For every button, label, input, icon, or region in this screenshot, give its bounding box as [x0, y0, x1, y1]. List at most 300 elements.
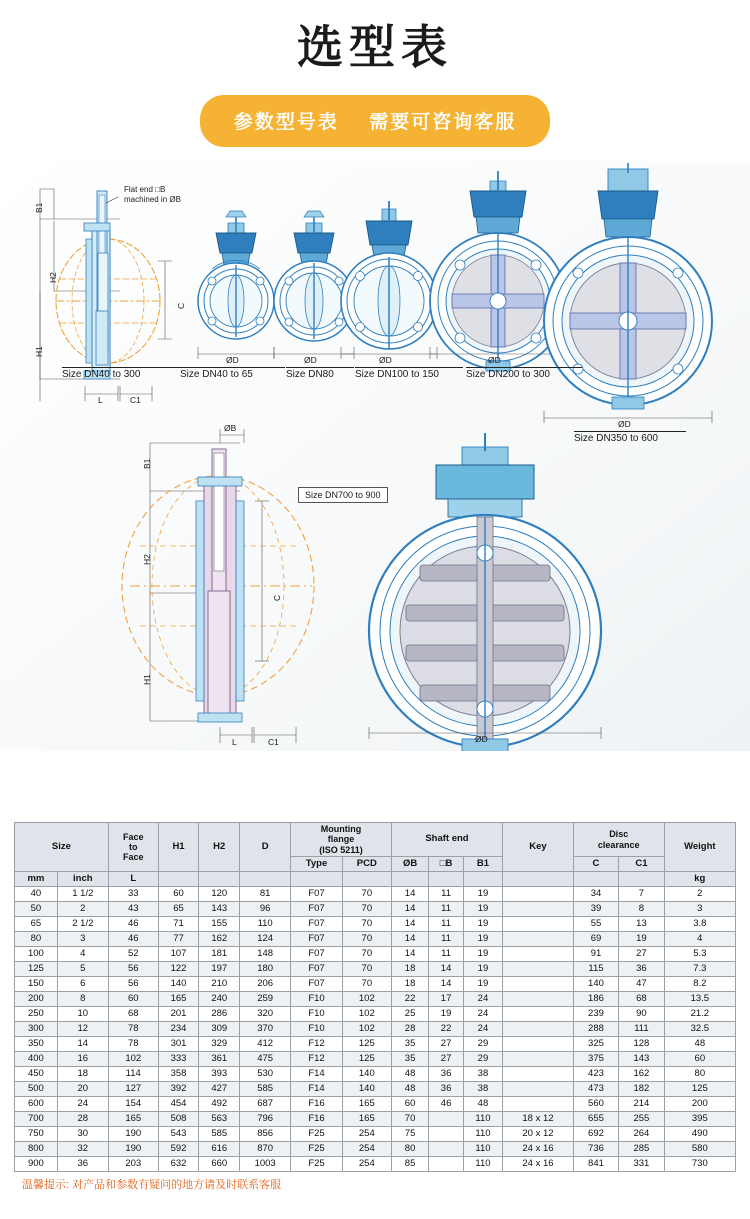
- cell-kg: 7.3: [664, 962, 735, 977]
- cell-pcd: 70: [342, 947, 391, 962]
- cell-ob: 14: [391, 902, 429, 917]
- cell-l: 33: [108, 887, 158, 902]
- cell-mm: 750: [15, 1127, 58, 1142]
- caption-dn80: Size DN80: [286, 368, 334, 380]
- cell-key: 24 x 16: [503, 1157, 574, 1172]
- cell-kg: 2: [664, 887, 735, 902]
- cell-c1: 111: [619, 1022, 664, 1037]
- cell-c: 55: [573, 917, 618, 932]
- cell-l: 46: [108, 917, 158, 932]
- cell-pcd: 125: [342, 1052, 391, 1067]
- cell-h2: 329: [199, 1037, 240, 1052]
- th-key-unit: [503, 872, 574, 887]
- cell-pcd: 165: [342, 1097, 391, 1112]
- cell-mm: 400: [15, 1052, 58, 1067]
- cell-type: F16: [291, 1097, 343, 1112]
- cell-l: 52: [108, 947, 158, 962]
- cell-b1: 19: [463, 977, 502, 992]
- cell-c: 34: [573, 887, 618, 902]
- caption-dn700-900: Size DN700 to 900: [298, 487, 388, 503]
- cell-inch: 16: [57, 1052, 108, 1067]
- th-kg: kg: [664, 872, 735, 887]
- cell-kg: 60: [664, 1052, 735, 1067]
- cell-pcd: 70: [342, 932, 391, 947]
- cell-mm: 125: [15, 962, 58, 977]
- caption-rule-1: [62, 367, 180, 368]
- cell-inch: 28: [57, 1112, 108, 1127]
- cell-l: 56: [108, 977, 158, 992]
- cell-pcd: 254: [342, 1142, 391, 1157]
- cell-b1: 19: [463, 917, 502, 932]
- dim-ob-lower: ØB: [224, 422, 237, 433]
- th-ob: ØB: [391, 857, 429, 872]
- cell-sqb: 22: [429, 1022, 463, 1037]
- cell-c: 115: [573, 962, 618, 977]
- cell-c: 325: [573, 1037, 618, 1052]
- cell-ob: 25: [391, 1007, 429, 1022]
- table-row: [15, 1037, 736, 1052]
- cell-inch: 12: [57, 1022, 108, 1037]
- cell-h2: 120: [199, 887, 240, 902]
- cell-c: 736: [573, 1142, 618, 1157]
- cell-l: 102: [108, 1052, 158, 1067]
- dim-od-dn700-900: ØD: [475, 733, 488, 744]
- cell-kg: 5.3: [664, 947, 735, 962]
- banner-wrapper: [0, 95, 750, 147]
- cell-h2: 361: [199, 1052, 240, 1067]
- cell-h1: 77: [158, 932, 199, 947]
- th-b1: B1: [463, 857, 502, 872]
- th-h2-unit: [199, 872, 240, 887]
- cell-key: [503, 917, 574, 932]
- cell-mm: 450: [15, 1067, 58, 1082]
- cell-h2: 197: [199, 962, 240, 977]
- cell-inch: 4: [57, 947, 108, 962]
- cell-h1: 333: [158, 1052, 199, 1067]
- cell-key: [503, 1052, 574, 1067]
- cell-b1: 24: [463, 992, 502, 1007]
- dim-h1-lower: H1: [142, 673, 152, 685]
- cell-c1: 68: [619, 992, 664, 1007]
- th-face-to-face: Face to Face: [108, 823, 158, 872]
- table-row: [15, 902, 736, 917]
- cell-pcd: 254: [342, 1157, 391, 1172]
- spec-table-head: [15, 823, 736, 887]
- footer-note: 温馨提示: 对产品和参数有疑问的地方请及时联系客服: [22, 1179, 282, 1191]
- cell-ob: 35: [391, 1037, 429, 1052]
- cell-type: F25: [291, 1127, 343, 1142]
- cell-ob: 14: [391, 932, 429, 947]
- cell-l: 190: [108, 1142, 158, 1157]
- butterfly-valve-drawings-svg: [0, 161, 750, 751]
- table-row: [15, 1022, 736, 1037]
- cell-c1: 36: [619, 962, 664, 977]
- dim-od-dn40-65: ØD: [226, 354, 239, 365]
- th-d: D: [240, 823, 291, 872]
- dim-b1-lower: B1: [142, 458, 152, 469]
- cell-kg: 395: [664, 1112, 735, 1127]
- cell-kg: 200: [664, 1097, 735, 1112]
- cell-pcd: 70: [342, 917, 391, 932]
- cell-key: [503, 977, 574, 992]
- cell-b1: 19: [463, 962, 502, 977]
- table-row: [15, 977, 736, 992]
- cell-h1: 107: [158, 947, 199, 962]
- cell-type: F12: [291, 1052, 343, 1067]
- cell-l: 56: [108, 962, 158, 977]
- dim-c1-left: C1: [130, 394, 141, 405]
- cell-ob: 35: [391, 1052, 429, 1067]
- cell-ob: 28: [391, 1022, 429, 1037]
- cell-inch: 2: [57, 902, 108, 917]
- cell-h1: 65: [158, 902, 199, 917]
- caption-rule-3: [286, 367, 354, 368]
- cell-type: F10: [291, 992, 343, 1007]
- note-flat-end: Flat end □B machined in ØB: [124, 184, 181, 204]
- th-mounting-flange: Mounting flange (ISO 5211): [291, 823, 392, 857]
- dim-c-left: C: [176, 302, 186, 309]
- cell-sqb: 11: [429, 932, 463, 947]
- dim-l-left: L: [98, 394, 103, 405]
- dim-l-lower: L: [232, 736, 237, 747]
- cell-pcd: 165: [342, 1112, 391, 1127]
- cell-ob: 18: [391, 962, 429, 977]
- cell-sqb: 11: [429, 902, 463, 917]
- dim-c1-lower: C1: [268, 736, 279, 747]
- cell-d: 870: [240, 1142, 291, 1157]
- cell-l: 127: [108, 1082, 158, 1097]
- cell-mm: 200: [15, 992, 58, 1007]
- cell-mm: 500: [15, 1082, 58, 1097]
- cell-ob: 14: [391, 887, 429, 902]
- cell-h1: 165: [158, 992, 199, 1007]
- cell-c: 186: [573, 992, 618, 1007]
- cell-ob: 22: [391, 992, 429, 1007]
- table-row: [15, 932, 736, 947]
- cell-h1: 201: [158, 1007, 199, 1022]
- cell-h1: 140: [158, 977, 199, 992]
- cell-h2: 492: [199, 1097, 240, 1112]
- table-row: [15, 992, 736, 1007]
- cell-h1: 392: [158, 1082, 199, 1097]
- cell-pcd: 70: [342, 902, 391, 917]
- cell-d: 412: [240, 1037, 291, 1052]
- cell-type: F07: [291, 977, 343, 992]
- cell-type: F07: [291, 917, 343, 932]
- cell-b1: 48: [463, 1097, 502, 1112]
- cell-inch: 14: [57, 1037, 108, 1052]
- cell-c1: 162: [619, 1067, 664, 1082]
- cell-ob: 48: [391, 1067, 429, 1082]
- cell-c: 423: [573, 1067, 618, 1082]
- page-title: 选型表: [297, 21, 453, 73]
- cell-type: F25: [291, 1142, 343, 1157]
- th-pcd-unit: [342, 872, 391, 887]
- cell-key: [503, 1037, 574, 1052]
- cell-mm: 80: [15, 932, 58, 947]
- caption-dn100-150: Size DN100 to 150: [355, 368, 439, 380]
- cell-h2: 143: [199, 902, 240, 917]
- cell-sqb: [429, 1142, 463, 1157]
- cell-c: 375: [573, 1052, 618, 1067]
- cell-h1: 71: [158, 917, 199, 932]
- spec-table-header-row-1: [15, 823, 736, 857]
- th-ob-unit: [391, 872, 429, 887]
- cell-kg: 3.8: [664, 917, 735, 932]
- cell-d: 1003: [240, 1157, 291, 1172]
- cell-b1: 24: [463, 1007, 502, 1022]
- cell-c1: 143: [619, 1052, 664, 1067]
- cell-sqb: [429, 1112, 463, 1127]
- spec-table-header-row-3: [15, 872, 736, 887]
- cell-h1: 454: [158, 1097, 199, 1112]
- cell-key: [503, 947, 574, 962]
- cell-kg: 32.5: [664, 1022, 735, 1037]
- caption-dn40-65: Size DN40 to 65: [180, 368, 253, 380]
- cell-type: F07: [291, 902, 343, 917]
- dim-h1-left: H1: [34, 345, 44, 357]
- cell-inch: 2 1/2: [57, 917, 108, 932]
- cell-c1: 255: [619, 1112, 664, 1127]
- cell-pcd: 70: [342, 887, 391, 902]
- cell-inch: 20: [57, 1082, 108, 1097]
- cell-mm: 250: [15, 1007, 58, 1022]
- cell-c1: 19: [619, 932, 664, 947]
- cell-b1: 110: [463, 1112, 502, 1127]
- cell-c1: 7: [619, 887, 664, 902]
- cell-l: 114: [108, 1067, 158, 1082]
- cell-kg: 730: [664, 1157, 735, 1172]
- cell-b1: 19: [463, 932, 502, 947]
- dim-c-lower: C: [272, 594, 282, 601]
- cell-sqb: 17: [429, 992, 463, 1007]
- table-row: [15, 887, 736, 902]
- cell-b1: 19: [463, 902, 502, 917]
- cell-pcd: 102: [342, 992, 391, 1007]
- cell-inch: 24: [57, 1097, 108, 1112]
- banner-left-label: 参数型号表: [233, 111, 339, 133]
- table-row: [15, 1127, 736, 1142]
- dim-od-dn100-150: ØD: [379, 354, 392, 365]
- cell-d: 206: [240, 977, 291, 992]
- dim-b1-left: B1: [34, 202, 44, 213]
- cell-type: F07: [291, 947, 343, 962]
- cell-d: 124: [240, 932, 291, 947]
- cell-b1: 110: [463, 1142, 502, 1157]
- cell-type: F10: [291, 1022, 343, 1037]
- cell-sqb: [429, 1157, 463, 1172]
- th-key: Key: [503, 823, 574, 872]
- cell-mm: 350: [15, 1037, 58, 1052]
- cell-b1: 110: [463, 1157, 502, 1172]
- dim-h2-lower: H2: [142, 553, 152, 565]
- cell-type: F14: [291, 1067, 343, 1082]
- cell-inch: 32: [57, 1142, 108, 1157]
- cell-key: [503, 932, 574, 947]
- th-size: Size: [15, 823, 109, 872]
- cell-inch: 36: [57, 1157, 108, 1172]
- cell-l: 78: [108, 1022, 158, 1037]
- dim-od-dn350-600: ØD: [618, 418, 631, 429]
- cell-h1: 60: [158, 887, 199, 902]
- caption-rule-4: [355, 367, 463, 368]
- cell-d: 148: [240, 947, 291, 962]
- cell-b1: 19: [463, 887, 502, 902]
- cell-c: 39: [573, 902, 618, 917]
- cell-d: 320: [240, 1007, 291, 1022]
- cell-key: [503, 962, 574, 977]
- cell-l: 43: [108, 902, 158, 917]
- cell-key: 24 x 16: [503, 1142, 574, 1157]
- cell-h2: 155: [199, 917, 240, 932]
- caption-dn40-300: Size DN40 to 300: [62, 368, 141, 380]
- cell-b1: 38: [463, 1067, 502, 1082]
- cell-ob: 18: [391, 977, 429, 992]
- cell-key: [503, 1022, 574, 1037]
- cell-key: [503, 1067, 574, 1082]
- th-inch: inch: [57, 872, 108, 887]
- cell-d: 687: [240, 1097, 291, 1112]
- table-row: [15, 917, 736, 932]
- cell-sqb: 27: [429, 1037, 463, 1052]
- cell-mm: 65: [15, 917, 58, 932]
- cell-sqb: 14: [429, 977, 463, 992]
- cell-c: 91: [573, 947, 618, 962]
- banner-right-label: 需要可咨询客服: [369, 111, 517, 133]
- cell-d: 81: [240, 887, 291, 902]
- dim-od-dn80: ØD: [304, 354, 317, 365]
- cell-sqb: 36: [429, 1082, 463, 1097]
- cell-type: F07: [291, 962, 343, 977]
- th-mm: mm: [15, 872, 58, 887]
- cell-type: F10: [291, 1007, 343, 1022]
- dim-od-dn200-300: ØD: [488, 354, 501, 365]
- cell-type: F14: [291, 1082, 343, 1097]
- th-h1: H1: [158, 823, 199, 872]
- cell-key: 18 x 12: [503, 1112, 574, 1127]
- table-row: [15, 1007, 736, 1022]
- cell-sqb: [429, 1127, 463, 1142]
- cell-d: 370: [240, 1022, 291, 1037]
- cell-c: 692: [573, 1127, 618, 1142]
- cell-type: F25: [291, 1157, 343, 1172]
- cell-mm: 600: [15, 1097, 58, 1112]
- table-row: [15, 1082, 736, 1097]
- cell-h2: 616: [199, 1142, 240, 1157]
- cell-pcd: 140: [342, 1082, 391, 1097]
- cell-mm: 50: [15, 902, 58, 917]
- caption-rule-2: [180, 367, 285, 368]
- cell-l: 165: [108, 1112, 158, 1127]
- cell-h2: 286: [199, 1007, 240, 1022]
- cell-c1: 264: [619, 1127, 664, 1142]
- bottom-spacer: [0, 1208, 750, 1219]
- cell-sqb: 14: [429, 962, 463, 977]
- cell-sqb: 11: [429, 887, 463, 902]
- cell-c1: 90: [619, 1007, 664, 1022]
- cell-b1: 110: [463, 1127, 502, 1142]
- cell-kg: 125: [664, 1082, 735, 1097]
- cell-key: [503, 902, 574, 917]
- cell-pcd: 140: [342, 1067, 391, 1082]
- cell-h1: 592: [158, 1142, 199, 1157]
- table-row: [15, 1142, 736, 1157]
- cell-sqb: 36: [429, 1067, 463, 1082]
- cell-kg: 80: [664, 1067, 735, 1082]
- table-row: [15, 947, 736, 962]
- cell-key: [503, 887, 574, 902]
- cell-pcd: 70: [342, 962, 391, 977]
- cell-h2: 309: [199, 1022, 240, 1037]
- th-weight: Weight: [664, 823, 735, 872]
- th-square-b: □B: [429, 857, 463, 872]
- cell-pcd: 125: [342, 1037, 391, 1052]
- cell-mm: 900: [15, 1157, 58, 1172]
- cell-sqb: 11: [429, 947, 463, 962]
- cell-l: 190: [108, 1127, 158, 1142]
- cell-c1: 285: [619, 1142, 664, 1157]
- cell-c: 69: [573, 932, 618, 947]
- cell-h1: 543: [158, 1127, 199, 1142]
- cell-d: 530: [240, 1067, 291, 1082]
- cell-b1: 19: [463, 947, 502, 962]
- cell-type: F12: [291, 1037, 343, 1052]
- cell-d: 585: [240, 1082, 291, 1097]
- cell-h1: 358: [158, 1067, 199, 1082]
- cell-h1: 301: [158, 1037, 199, 1052]
- cell-c: 473: [573, 1082, 618, 1097]
- cell-h1: 122: [158, 962, 199, 977]
- cell-inch: 1 1/2: [57, 887, 108, 902]
- th-sqb-unit: [429, 872, 463, 887]
- th-h1-unit: [158, 872, 199, 887]
- cell-inch: 30: [57, 1127, 108, 1142]
- cell-c: 655: [573, 1112, 618, 1127]
- cell-ob: 14: [391, 947, 429, 962]
- cell-key: [503, 1097, 574, 1112]
- th-type-unit: [291, 872, 343, 887]
- cell-inch: 18: [57, 1067, 108, 1082]
- cell-key: [503, 1082, 574, 1097]
- cell-mm: 700: [15, 1112, 58, 1127]
- cell-key: 20 x 12: [503, 1127, 574, 1142]
- spec-table-body: [15, 887, 736, 1172]
- cell-h1: 632: [158, 1157, 199, 1172]
- cell-inch: 3: [57, 932, 108, 947]
- th-c-unit: [573, 872, 618, 887]
- caption-rule-6: [574, 431, 686, 432]
- cell-b1: 38: [463, 1082, 502, 1097]
- cell-h2: 393: [199, 1067, 240, 1082]
- cell-mm: 40: [15, 887, 58, 902]
- cell-sqb: 19: [429, 1007, 463, 1022]
- cell-mm: 800: [15, 1142, 58, 1157]
- cell-sqb: 11: [429, 917, 463, 932]
- cell-c: 560: [573, 1097, 618, 1112]
- th-d-unit: [240, 872, 291, 887]
- cell-h2: 563: [199, 1112, 240, 1127]
- cell-b1: 29: [463, 1037, 502, 1052]
- cell-inch: 5: [57, 962, 108, 977]
- cell-c1: 47: [619, 977, 664, 992]
- cell-kg: 580: [664, 1142, 735, 1157]
- cell-pcd: 102: [342, 1007, 391, 1022]
- parameter-banner: [200, 95, 551, 147]
- cell-d: 856: [240, 1127, 291, 1142]
- cell-kg: 21.2: [664, 1007, 735, 1022]
- th-h2: H2: [199, 823, 240, 872]
- cell-d: 796: [240, 1112, 291, 1127]
